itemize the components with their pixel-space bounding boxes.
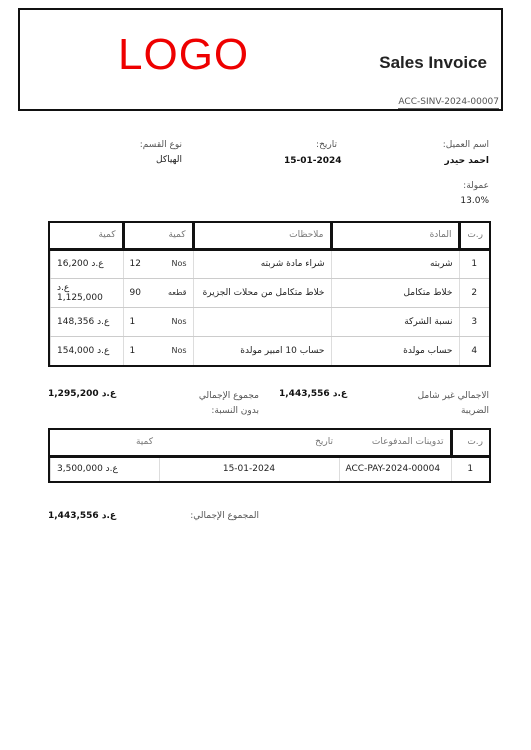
row-amount: ع.د 1,125,000 xyxy=(51,278,124,307)
payments-table xyxy=(48,428,491,483)
row-num: 4 xyxy=(459,336,489,365)
col-header-item: المادة xyxy=(331,223,459,249)
row-qty xyxy=(123,336,193,365)
row-qty xyxy=(123,249,193,278)
grand-total-label: المجموع الإجمالي: xyxy=(190,511,259,521)
row-num: 3 xyxy=(459,307,489,336)
row-item: شربته xyxy=(331,249,459,278)
pay-col-header-num: ر.ت xyxy=(451,430,489,456)
commission-label: عمولة: xyxy=(463,181,489,191)
customer-value: احمد حيدر xyxy=(444,156,489,166)
net-total-value: ع.د 1,443,556 xyxy=(279,389,348,399)
row-note: خلاط متكامل من محلات الجزيرة xyxy=(193,278,331,307)
pay-row-amount: ع.د 3,500,000 xyxy=(51,456,160,481)
row-qty xyxy=(123,307,193,336)
sum-total-label xyxy=(199,389,259,419)
document-title: Sales Invoice xyxy=(379,53,487,72)
pay-row-ref: ACC-PAY-2024-00004 xyxy=(339,456,451,481)
row-qty xyxy=(123,278,193,307)
row-item: حساب مولدة xyxy=(331,336,459,365)
row-amount: ع.د 154,000 xyxy=(51,336,124,365)
col-header-amount: كمية xyxy=(51,223,124,249)
date-value: 15-01-2024 xyxy=(284,156,342,166)
pay-row-num: 1 xyxy=(451,456,489,481)
grand-total-value: ع.د 1,443,556 xyxy=(48,511,117,521)
sum-total-value: 1,295,200 ع.د xyxy=(48,389,116,399)
row-unit: Nos xyxy=(171,316,187,326)
row-item: خلاط متكامل xyxy=(331,278,459,307)
col-header-qty: كمية xyxy=(123,223,193,249)
commission-value: 13.0% xyxy=(460,196,489,206)
customer-label: اسم العميل: xyxy=(442,140,489,150)
row-amount: ع.د 16,200 xyxy=(51,249,124,278)
items-header-row xyxy=(51,223,490,249)
pay-col-header-ref: تدوينات المدفوعات xyxy=(339,430,451,456)
row-unit: قطعه xyxy=(167,287,187,297)
row-qty-value: 12 xyxy=(129,259,141,269)
row-amount: ع.د 148,356 xyxy=(51,307,124,336)
row-qty-value: 1 xyxy=(129,345,136,356)
row-unit: Nos xyxy=(171,259,187,268)
date-label: تاريخ: xyxy=(316,140,337,150)
table-row[interactable] xyxy=(51,307,490,336)
table-row[interactable] xyxy=(51,278,490,307)
department-value: الهياكل xyxy=(156,155,182,165)
pay-col-header-amount: كمية xyxy=(51,430,160,456)
row-note xyxy=(193,307,331,336)
row-qty-value: 1 xyxy=(129,316,136,327)
col-header-num: ر.ت xyxy=(459,223,489,249)
sum-total-label-line1: مجموع الإجمالي xyxy=(198,391,259,401)
payments-header-row xyxy=(51,430,490,456)
department-label: نوع القسم: xyxy=(139,140,182,150)
company-logo: LOGO xyxy=(118,30,250,79)
row-num: 2 xyxy=(459,278,489,307)
table-row[interactable] xyxy=(51,249,490,278)
row-qty-value: 90 xyxy=(129,287,141,298)
table-row[interactable] xyxy=(51,336,490,365)
table-row[interactable] xyxy=(51,456,490,481)
net-total-label xyxy=(399,389,489,419)
items-table xyxy=(48,221,491,367)
row-note: حساب 10 امبير مولدة xyxy=(193,336,331,365)
net-total-label-line2: الضريبة xyxy=(460,406,489,416)
row-unit: Nos xyxy=(171,345,187,355)
row-item: نسبة الشركة xyxy=(331,307,459,336)
col-header-notes: ملاحظات xyxy=(193,223,331,249)
pay-col-header-date: تاريخ xyxy=(159,430,339,456)
net-total-label-line1: الاجمالي غير شامل xyxy=(417,391,489,401)
invoice-number[interactable]: ACC-SINV-2024-00007 xyxy=(398,97,499,107)
invoice-header xyxy=(18,8,503,111)
row-num: 1 xyxy=(459,249,489,278)
pay-row-date: 15-01-2024 xyxy=(159,456,339,481)
sum-total-label-line2: بدون النسبة: xyxy=(211,406,259,416)
row-note: شراء مادة شربته xyxy=(193,249,331,278)
